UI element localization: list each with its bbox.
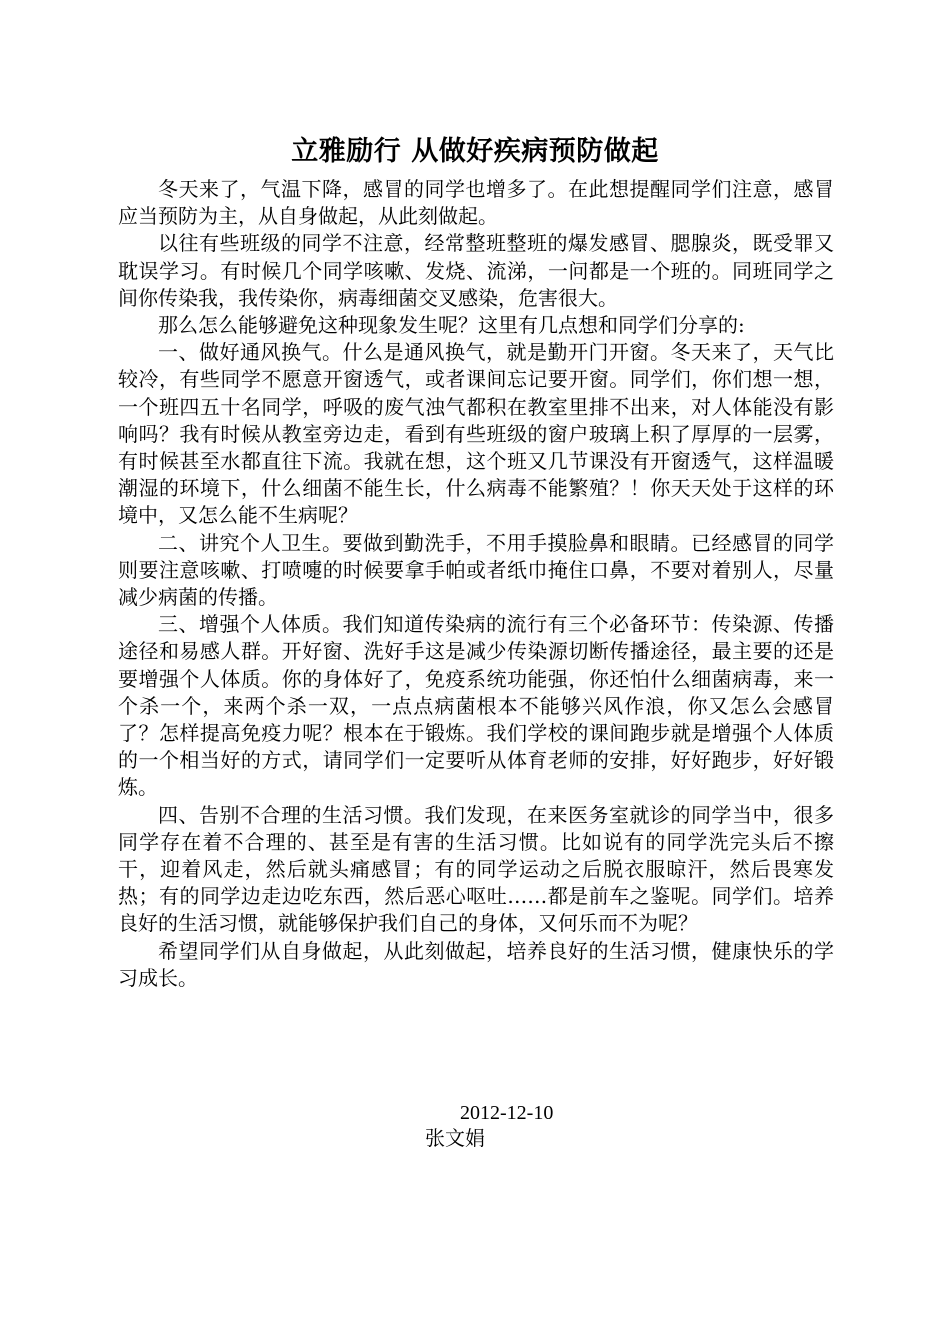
paragraph-3: 那么怎么能够避免这种现象发生呢？这里有几点想和同学们分享的: [158,313,745,338]
paragraph-2: 以往有些班级的同学不注意，经常整班整班的爆发感冒、腮腺炎，既受罪又耽误学习。有时候几个同学咳嗽、发烧、流涕，一问都是一个班的。同班同学之间你传染我，我传染你，病毒细菌交叉感染，危害很大。 [118,231,834,310]
paragraph-1: 冬天来了，气温下降，感冒的同学也增多了。在此想提醒同学们注意，感冒应当预防为主，从自身做起，从此刻做起。 [118,177,834,229]
paragraph-8: 希望同学们从自身做起，从此刻做起，培养良好的生活习惯，健康快乐的学习成长。 [118,938,834,990]
paragraph-4: 一、做好通风换气。什么是通风换气，就是勤开门开窗。冬天来了，天气比较冷，有些同学不愿意开窗透气，或者课间忘记要开窗。同学们，你们想一想，一个班四五十名同学，呼吸的废气浊气都积在教室里排不出来，对人体能没有影响吗？我有时候从教室旁边走，看到有些班级的窗户玻璃上积了厚厚的一层雾，有时候甚至水都直往下流。我就在想，这个班又几节课没有开窗透气，这样温暖潮湿的环境下，什么细菌不能生长，什么病毒不能繁殖？！你天天处于这样的环境中，又怎么能不生病呢？ [118,340,834,528]
paragraph-7: 四、告别不合理的生活习惯。我们发现，在来医务室就诊的同学当中，很多同学存在着不合理的、甚至是有害的生活习惯。比如说有的同学洗完头后不擦干，迎着风走，然后就头痛感冒；有的同学运动之后脱衣服晾汗，然后畏寒发热；有的同学边走边吃东西，然后恶心呕吐……都是前车之鉴呢。同学们。培养良好的生活习惯，就能够保护我们自己的身体，又何乐而不为呢？ [118,802,834,936]
document-author: 张文娟 [425,1126,485,1150]
document-body [118,176,834,992]
document-title: 立雅励行 从做好疾病预防做起 [291,136,659,167]
paragraph-5: 二、讲究个人卫生。要做到勤洗手，不用手摸脸鼻和眼睛。已经感冒的同学则要注意咳嗽、打喷嚏的时候要拿手帕或者纸巾掩住口鼻，不要对着别人，尽量减少病菌的传播。 [118,530,834,610]
paragraph-6: 三、增强个人体质。我们知道传染病的流行有三个必备环节：传染源、传播途径和易感人群。开好窗、洗好手这是减少传染源切断传播途径，最主要的还是要增强个人体质。你的身体好了，免疫系统功能强，你还怕什么细菌病毒，来一个杀一个，来两个杀一双，一点点病菌根本不能够兴风作浪，你又怎么会感冒了？怎样提高免疫力呢？根本在于锻炼。我们学校的课间跑步就是增强个人体质的一个相当好的方式，请同学们一定要听从体育老师的安排，好好跑步，好好锻炼。 [118,612,834,800]
document-date: 2012-12-10 [460,1102,554,1124]
